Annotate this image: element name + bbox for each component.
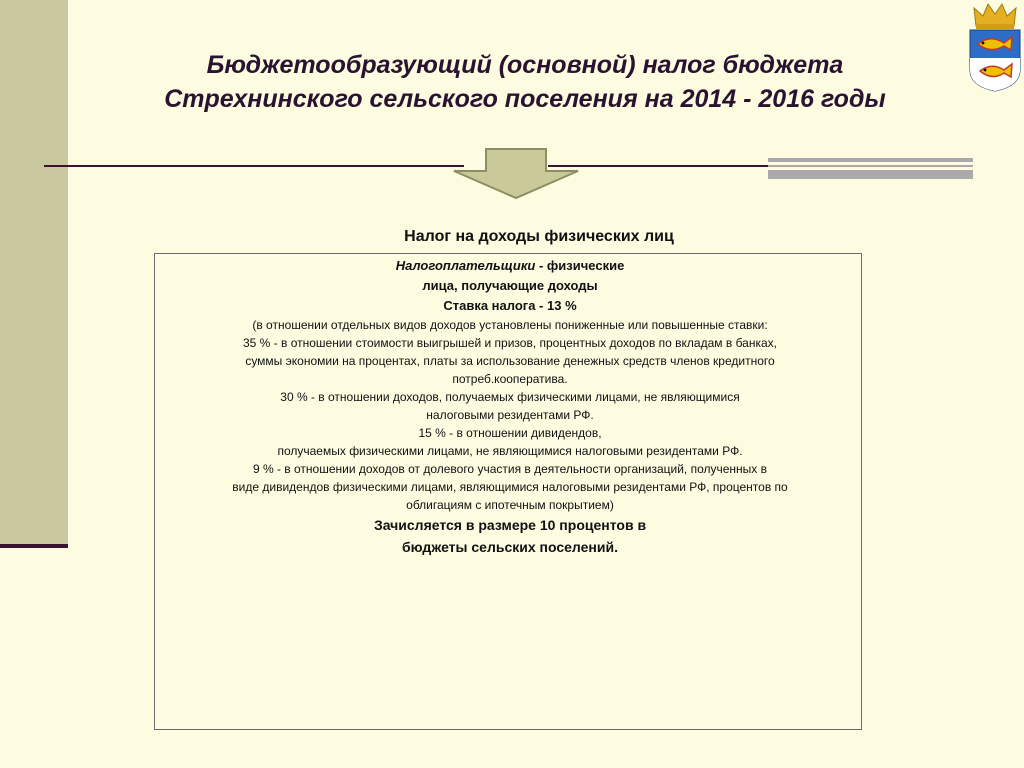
grey-decorative-bar-top bbox=[768, 158, 973, 162]
allocation-line: бюджеты сельских поселений. bbox=[402, 539, 618, 555]
down-arrow-icon bbox=[448, 147, 584, 206]
allocation-line: Зачисляется в размере 10 процентов в bbox=[373, 517, 647, 533]
detail-line: суммы экономии на процентах, платы за использование денежных средств членов кредитного bbox=[245, 354, 775, 368]
slide-title bbox=[100, 48, 950, 116]
grey-decorative-bar-bottom bbox=[768, 170, 973, 179]
tax-rate-line: Ставка налога - 13 % bbox=[443, 298, 577, 313]
horizontal-rule-left bbox=[44, 165, 464, 167]
taxpayers-line-2: лица, получающие доходы bbox=[422, 278, 598, 293]
detail-line: 35 % - в отношении стоимости выигрышей и призов, процентных доходов по вкладам в банках, bbox=[242, 336, 777, 350]
detail-line: 30 % - в отношении доходов, получаемых физическими лицами, не являющимися bbox=[280, 390, 740, 404]
detail-line: налоговыми резидентами РФ. bbox=[426, 408, 594, 422]
title-line-2: Стрехнинского сельского поселения на 2014 - 2016 годы bbox=[164, 85, 886, 113]
taxpayers-line bbox=[180, 256, 840, 276]
section-heading: Налог на доходы физических лиц bbox=[404, 228, 674, 245]
title-line-1: Бюджетообразующий (основной) налог бюджета bbox=[206, 51, 844, 79]
detail-line: (в отношении отдельных видов доходов установлены пониженные или повышенные ставки: bbox=[252, 318, 768, 332]
coat-of-arms-icon bbox=[966, 0, 1024, 97]
tax-info-text bbox=[180, 256, 840, 558]
detail-line: облигациям с ипотечным покрытием) bbox=[406, 498, 614, 512]
taxpayers-label: Налогоплательщики bbox=[395, 258, 536, 273]
grey-decorative-bar-mid bbox=[768, 165, 973, 167]
taxpayers-description: - физические bbox=[535, 258, 625, 273]
left-decorative-band bbox=[0, 0, 68, 545]
detail-line: потреб.кооператива. bbox=[452, 372, 568, 386]
detail-line: 9 % - в отношении доходов от долевого участия в деятельности организаций, полученных в bbox=[252, 462, 768, 476]
detail-line: получаемых физическими лицами, не являющимися налоговыми резидентами РФ. bbox=[277, 444, 743, 458]
detail-line: 15 % - в отношении дивидендов, bbox=[418, 426, 602, 440]
detail-line: виде дивидендов физическими лицами, являющимися налоговыми резидентами РФ, процентов по bbox=[232, 480, 788, 494]
left-decorative-rule bbox=[0, 544, 68, 548]
